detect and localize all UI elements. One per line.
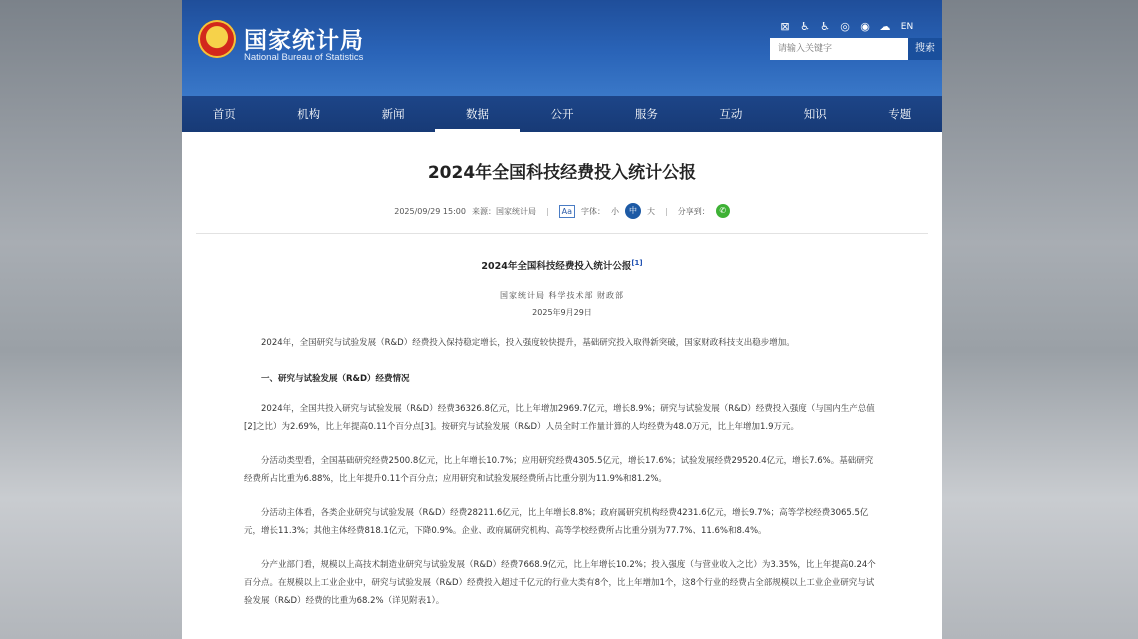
meta-separator: |	[665, 206, 668, 216]
header-icons	[778, 20, 916, 34]
meta-separator: |	[545, 206, 549, 216]
nav-topics[interactable]: 专题	[888, 107, 912, 121]
accessibility-icon[interactable]: ⊠	[780, 20, 790, 33]
weibo-icon[interactable]: ◎	[840, 20, 850, 33]
section-heading: 一、研究与试验发展（R&D）经费情况	[261, 374, 410, 384]
paragraph: 2024年，全国研究与试验发展（R&D）经费投入保持稳定增长，投入强度较快提升，基础研究投入取得新突破，国家财政科技支出稳步增加。	[261, 338, 795, 348]
nav-home[interactable]: 首页	[212, 107, 236, 121]
article-content	[196, 132, 928, 610]
nav-data[interactable]: 数据	[435, 96, 519, 132]
site-header	[182, 0, 942, 96]
search-input[interactable]	[770, 38, 908, 60]
language-switch[interactable]: EN	[900, 22, 914, 32]
page-title: 2024年全国科技经费投入统计公报	[427, 163, 697, 183]
wechat-share-icon[interactable]: ✆	[716, 204, 730, 218]
nav-service[interactable]: 服务	[634, 107, 658, 121]
nav-organization[interactable]: 机构	[297, 107, 321, 121]
read-aloud-button[interactable]: Aa	[559, 205, 575, 218]
document-title	[196, 258, 928, 272]
background-right	[942, 0, 1138, 639]
font-medium-button[interactable]: 中	[625, 203, 641, 219]
site-name-en[interactable]: National Bureau of Statistics	[244, 52, 364, 63]
nav-interaction[interactable]: 互动	[719, 107, 743, 121]
source-label: 来源：国家统计局	[471, 206, 536, 216]
paragraph: 分产业部门看，规模以上高技术制造业研究与试验发展（R&D）经费7668.9亿元，比上年增长10.2%；投入强度（与营业收入之比）为3.35%，比上年提高0.24个百分点。在规模以上工业企业中，研究与试验发展（R&D）经费投入超过千亿元的行业大类有8个，比上年增加1个，这8个行业的经费占全部规模以上工业企业研究与试验发展（R&D）经费的比重为68.2%（详见附表1）。	[244, 560, 876, 606]
site-name-cn[interactable]: 国家统计局	[244, 28, 364, 54]
nav-open[interactable]: 公开	[550, 107, 574, 121]
font-large-button[interactable]: 大	[647, 206, 656, 216]
article-meta	[196, 203, 928, 219]
wechat-icon[interactable]: ◉	[860, 20, 870, 33]
elder-icon[interactable]: ♿	[800, 20, 810, 33]
document-date: 2025年9月29日	[532, 308, 592, 317]
paragraph: 分活动类型看，全国基础研究经费2500.8亿元，比上年增长10.7%；应用研究经费4305.5亿元，增长17.6%；试验发展经费29520.4亿元，增长7.6%。基础研究经费所占比重为6.88%，比上年提升0.11个百分点；应用研究和试验发展经费所占比重分别为11.9%和81.2%。	[244, 456, 874, 484]
main-nav	[182, 96, 942, 132]
wheelchair-icon[interactable]: ♿	[820, 20, 830, 33]
nav-news[interactable]: 新闻	[381, 107, 405, 121]
footnote-link[interactable]: [1]	[631, 258, 643, 267]
national-emblem-icon[interactable]	[198, 20, 236, 58]
nav-knowledge[interactable]: 知识	[803, 107, 827, 121]
paragraph: 2024年，全国共投入研究与试验发展（R&D）经费36326.8亿元，比上年增加2969.7亿元，增长8.9%；研究与试验发展（R&D）经费投入强度（与国内生产总值[2]之比）为2.69%，比上年提高0.11个百分点[3]。按研究与试验发展（R&D）人员全时工作量计算的人均经费为48.0万元，比上年增加1.9万元。	[244, 404, 875, 432]
paragraph: 分活动主体看，各类企业研究与试验发展（R&D）经费28211.6亿元，比上年增长8.8%；政府属研究机构经费4231.6亿元，增长9.7%；高等学校经费3065.5亿元，增长11.3%；其他主体经费818.1亿元，下降0.9%。企业、政府属研究机构、高等学校经费所占比重分别为77.7%、11.6%和8.4%。	[244, 508, 869, 536]
font-small-button[interactable]: 小	[611, 206, 620, 216]
publish-datetime: 2025/09/29 15:00	[394, 206, 466, 216]
background-left	[0, 0, 182, 639]
web-page	[182, 0, 942, 639]
app-icon[interactable]: ☁	[879, 20, 891, 33]
document-issuers: 国家统计局 科学技术部 财政部	[499, 291, 625, 300]
share-label: 分享到：	[677, 206, 710, 216]
search-button[interactable]: 搜索	[908, 38, 942, 60]
font-size-label: 字体：	[581, 206, 606, 216]
document-title-text: 2024年全国科技经费投入统计公报	[481, 261, 632, 272]
divider	[196, 233, 928, 234]
